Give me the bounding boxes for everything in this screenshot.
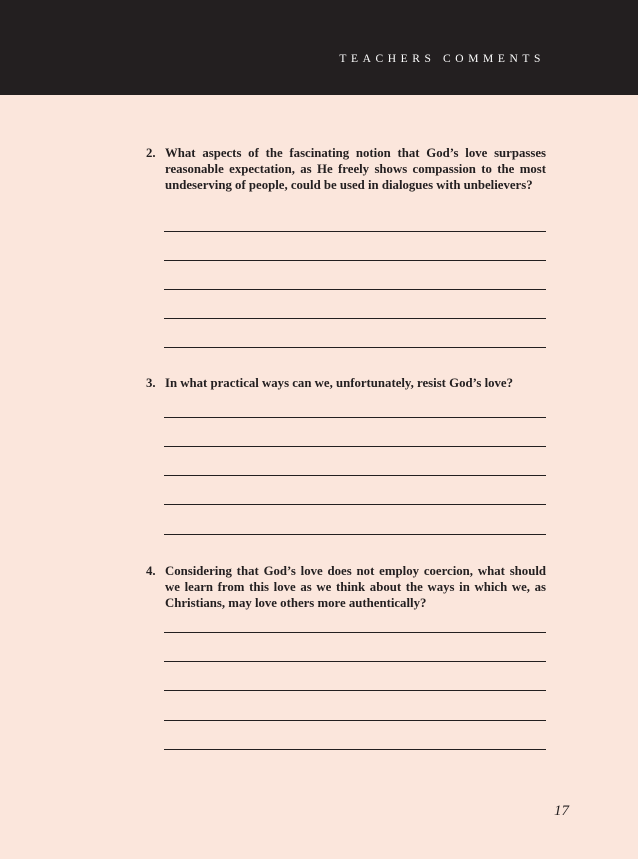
answer-line[interactable]	[164, 504, 546, 505]
question-number: 2.	[146, 146, 156, 160]
answer-line[interactable]	[164, 347, 546, 348]
question-number: 4.	[146, 564, 156, 578]
answer-line[interactable]	[164, 749, 546, 750]
question-number: 3.	[146, 376, 156, 390]
answer-line[interactable]	[164, 260, 546, 261]
answer-line[interactable]	[164, 417, 546, 418]
answer-line[interactable]	[164, 475, 546, 476]
answer-line[interactable]	[164, 534, 546, 535]
question-text: In what practical ways can we, unfortunately, resist God’s love?	[165, 376, 513, 390]
question-text: What aspects of the fascinating notion that God’s love surpasses reasonable expectation, as He freely shows compassion to the most undeserving of people, could be used in dialogues with unbelievers?	[165, 146, 546, 192]
answer-line[interactable]	[164, 231, 546, 232]
answer-line[interactable]	[164, 661, 546, 662]
answer-line[interactable]	[164, 446, 546, 447]
answer-line[interactable]	[164, 318, 546, 319]
question-3	[146, 375, 546, 391]
answer-line[interactable]	[164, 720, 546, 721]
question-2	[146, 145, 546, 193]
page-number: 17	[554, 803, 569, 819]
question-text: Considering that God’s love does not employ coercion, what should we learn from this love as we think about the ways in which we, as Christians, may love others more authentically?	[165, 564, 546, 610]
header-title: TEACHERS COMMENTS	[339, 53, 545, 65]
answer-line[interactable]	[164, 690, 546, 691]
answer-line[interactable]	[164, 632, 546, 633]
answer-line[interactable]	[164, 289, 546, 290]
question-4	[146, 563, 546, 611]
header-band	[0, 0, 638, 95]
